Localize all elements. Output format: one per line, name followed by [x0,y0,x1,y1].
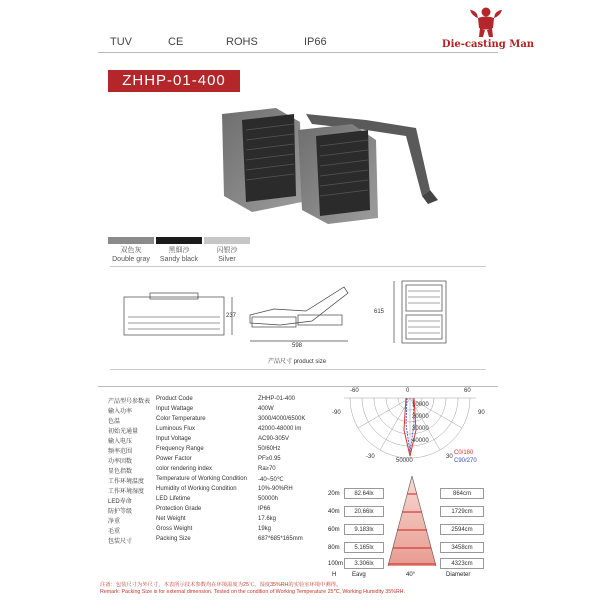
illum-row: 40m 20.66lx 1729cm [328,506,496,518]
spec-row: 净重 Net Weight 17.6kg [108,516,277,525]
swatch-sandy-black [156,237,202,244]
cert-rohs: ROHS [226,36,258,48]
illum-row: 80m 5.165lx 3458cm [328,542,496,554]
polar-angle-label: 30 [446,454,453,460]
illum-foot-diameter: Diameter [446,572,471,578]
cert-row [110,36,370,50]
cert-tuv: TUV [110,36,132,48]
spec-row: 工作环境湿度 Humidity of Working Condition 10%-90%RH [108,486,293,495]
illum-row: 60m 9.183lx 2594cm [328,524,496,536]
technical-drawing-panel [110,266,486,370]
polar-legend-c90: C90/270 [454,458,477,464]
spec-row: 工作环境温度 Temperature of Working Condition -40~50℃ [108,476,284,485]
polar-angle-label: 90 [478,410,485,416]
spec-row: 防护等级 Protection Grade IP66 [108,506,271,515]
drawing-caption: 产品尺寸 product size [268,359,327,365]
polar-radial-label: 40000 [412,438,429,444]
polar-angle-label: 60 [464,388,471,394]
swatch-label-double-gray: 双色灰 Double gray [112,247,150,263]
illum-foot-eavg: Eavg [352,572,366,578]
polar-radial-label: 30000 [412,426,429,432]
swatch-label-sandy-black: 黑細沙 Sandy black [159,247,199,263]
section-divider [98,386,498,387]
remark-cn: 注备：包装尺寸为外尺寸，本表所示技术参数均在环境温度为25℃、湿度35%RH的实验室环境中测得。 [100,582,342,588]
spec-row: 输入功率 Input Wattage 400W [108,406,274,415]
polar-radial-label: 20000 [412,414,429,420]
illum-row: 100m 3.306lx 4323cm [328,558,496,570]
polar-radial-label: 50000 [396,458,413,464]
polar-angle-label: -30 [366,454,375,460]
polar-radial-label: 10000 [412,402,429,408]
swatch-double-gray [108,237,154,244]
swatch-label-silver: 闪银沙 Silver [216,247,238,263]
illum-foot-h: H [332,572,337,578]
remark-note [100,582,520,596]
spec-row: 产品型号参数表 Product Code ZHHP-01-400 [108,396,296,405]
spec-row: 包装尺寸 Packing Size 687*685*165mm [108,536,303,545]
product-image [216,100,452,224]
polar-angle-label: 0 [406,388,410,394]
header-divider [98,52,498,53]
spec-row: 初始光通量 Luminous Flux 42000-48000 lm [108,426,302,435]
swatch-silver [204,237,250,244]
spec-row: 显色指数 color rendering index Ra≥70 [108,466,276,475]
polar-angle-label: -60 [350,388,359,394]
dim-depth: 615 [374,309,385,315]
illum-row: 20m 82.64lx 864cm [328,488,496,500]
spec-row: 输入电压 Input Voltage AC90-305V [108,436,290,445]
dim-width: 598 [292,343,303,349]
spec-row: 毛重 Gross Weight 19kg [108,526,272,535]
polar-distribution-chart [330,390,490,470]
illum-foot-angle: 40° [406,572,416,578]
spec-row: 功率因数 Power Factor PF≥0.95 [108,456,281,465]
brand-name: Die-casting Man [441,39,535,50]
remark-en: Remark: Packing Size is for external dimension. Tested on the condition of Working Temperature 25℃, Working Humidity 35%RH. [100,589,405,595]
polar-legend-c0: C0/180 [454,450,474,456]
model-title: ZHHP-01-400 [108,70,240,92]
illumination-diagram [328,474,498,584]
strongman-icon [468,6,504,38]
spec-row: 色温 Color Temperature 3000/4000/6500K [108,416,306,425]
dim-height: 237 [226,313,237,319]
spec-row: LED寿命 LED Lifetime 50000h [108,496,279,505]
spec-row: 频率范围 Frequency Range 50/60Hz [108,446,281,455]
cert-ce: CE [168,36,184,48]
cert-ip66: IP66 [304,36,327,48]
polar-angle-label: -90 [332,410,341,416]
brand-logo [428,6,548,54]
